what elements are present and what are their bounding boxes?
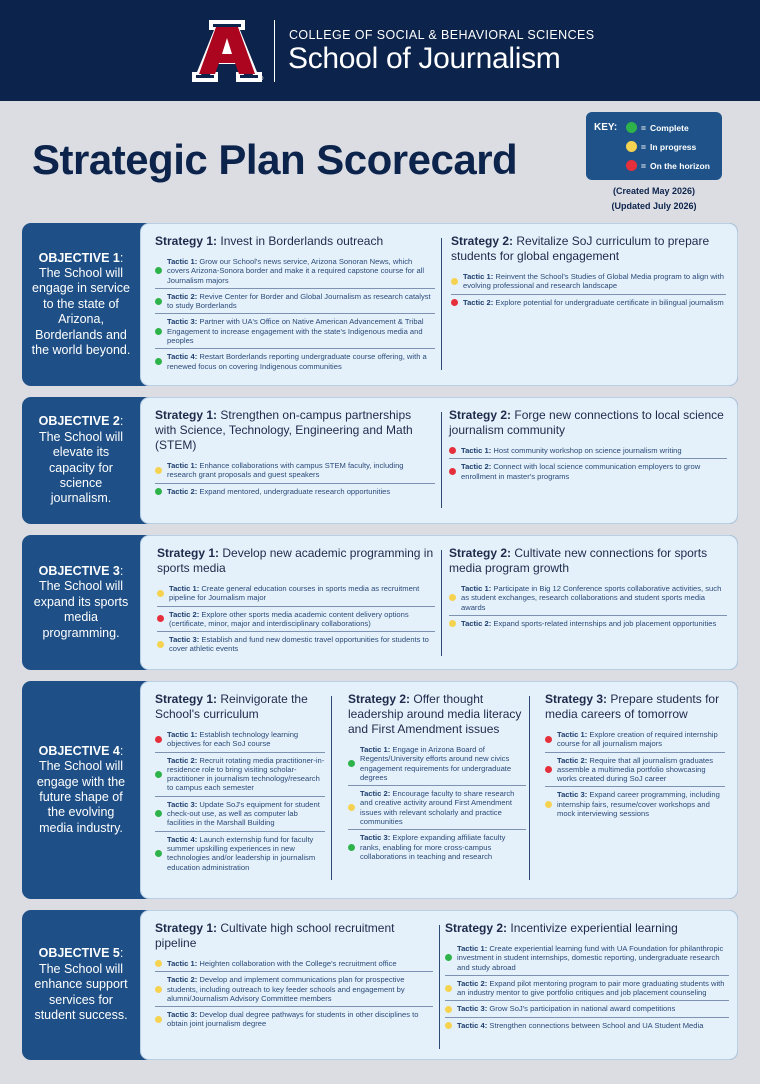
tactic-item: Tactic 1: Establish technology learning objectives for each SoJ course [155,727,325,753]
created-date: (Created May 2026) [612,186,696,196]
key-equals: = [641,122,646,133]
tactic-item: Tactic 1: Enhance collaborations with campus STEM faculty, including research grant proposals and guest speakers [155,458,435,484]
strategy-heading: Strategy 1: Cultivate high school recruitment pipeline [155,921,395,950]
tactic-item: Tactic 3: Expand career programming, including internship fairs, resume/cover workshops and mock interviewing sessions [545,787,725,821]
tactic-item: Tactic 2: Connect with local science communication employers to grow enrollment in master's programs [449,459,727,484]
status-dot-icon [155,1016,162,1023]
key-on-horizon-label: On the horizon [649,160,710,171]
strategy-column [545,692,725,821]
objective-label: OBJECTIVE 5: The School will enhance support services for student success. [34,946,128,1023]
objective-1-card [22,223,738,386]
objective-label: OBJECTIVE 1: The School will engage in service to the state of Arizona, Borderlands and the world beyond. [31,250,131,358]
status-dot-icon [449,468,456,475]
objective-3-card [22,535,738,670]
tactic-item: Tactic 3: Grow SoJ's participation in national award competitions [445,1001,729,1017]
status-dot-icon [155,771,162,778]
tactic-item: Tactic 2: Recruit rotating media practitioner-in-residence role to bring visiting scholar-practitioner in journalism technology/research to campus each semester [155,753,325,797]
strategy-column [449,546,727,631]
tactic-item: Tactic 3: Explore expanding affiliate faculty ranks, enabling for more cross-campus collaborations in teaching and research [348,830,526,864]
tactic-item: Tactic 3: Update SoJ's equipment for student check-out use, as well as computer lab facilities in the Marshall Building [155,797,325,832]
strategy-column [155,921,433,1032]
objective-text: The School will elevate its capacity for science journalism. [38,429,124,506]
page-title: Strategic Plan Scorecard [32,136,518,183]
column-divider [441,238,442,370]
tactic-item: Tactic 2: Encourage faculty to share research and creative activity around First Amendment issues with relevant scholarly and practice communities [348,786,526,830]
header-banner [0,0,760,101]
green-dot-icon [626,122,637,133]
strategy-column [155,234,435,374]
objective-panel [140,910,738,1060]
objective-text: The School will expand its sports media programming. [33,579,129,640]
status-dot-icon [155,736,162,743]
strategy-column [451,234,726,310]
status-dot-icon [445,1006,452,1013]
school-name: School of Journalism [288,42,561,75]
column-divider [439,925,440,1049]
tactic-item: Tactic 2: Explore potential for undergraduate certificate in bilingual journalism [451,295,726,310]
column-divider [331,696,332,880]
objective-text: The School will engage in service to the state of Arizona, Borderlands and the world beyond. [31,265,131,358]
date-info [584,184,724,214]
objective-panel [140,535,738,670]
tactic-item: Tactic 2: Expand mentored, undergraduate research opportunities [155,484,435,499]
key-equals: = [641,160,646,171]
strategy-heading: Strategy 3: Prepare students for media careers of tomorrow [545,692,720,721]
strategy-heading: Strategy 1: Invest in Borderlands outreach [155,234,384,248]
key-in-progress-label: In progress [649,141,697,152]
key-title: KEY: [594,122,618,133]
strategy-heading: Strategy 1: Develop new academic programming in sports media [157,546,434,575]
tactic-item: Tactic 1: Create general education courses in sports media as recruitment pipeline for Journalism major [157,581,435,607]
strategy-column [449,408,727,484]
objective-panel [140,223,738,386]
status-dot-icon [155,298,162,305]
objective-number: OBJECTIVE 5 [38,946,120,961]
block-a-logo-icon [189,18,265,84]
updated-date: (Updated July 2026) [611,201,697,211]
tactic-item: Tactic 1: Participate in Big 12 Conference sports collaborative activities, such as student exchanges, research collaborations and student sports media awards [449,581,727,616]
tactic-item: Tactic 2: Revive Center for Border and Global Journalism as research catalyst to study Borderlands [155,289,435,315]
status-dot-icon [155,986,162,993]
college-name: COLLEGE OF SOCIAL & BEHAVIORAL SCIENCES [289,28,595,42]
key-row-on-horizon [626,160,710,171]
objective-4-card [22,681,738,899]
status-dot-icon [155,328,162,335]
objective-label: OBJECTIVE 3: The School will expand its sports media programming. [33,563,129,640]
strategy-heading: Strategy 2: Incentivize experiential learning [445,921,678,935]
objective-panel [140,397,738,524]
tactic-item: Tactic 2: Expand sports-related internships and job placement opportunities [449,616,727,631]
status-dot-icon [445,954,452,961]
tactic-item: Tactic 2: Expand pilot mentoring program to pair more graduating students with an industry mentor to give portfolio critiques and job placement counseling [445,976,729,1002]
status-dot-icon [545,736,552,743]
tactic-item: Tactic 1: Explore creation of required internship course for all journalism majors [545,727,725,753]
strategy-column [348,692,526,864]
tactic-item: Tactic 2: Develop and implement communications plan for prospective students, including outreach to key feeder schools and engagement by alumni/Journalism Advisory Committee members [155,972,433,1007]
objective-5-card [22,910,738,1060]
objective-number: OBJECTIVE 3 [38,563,120,578]
objective-2-card [22,397,738,524]
strategy-column [155,408,435,499]
tactic-item: Tactic 3: Establish and fund new domestic travel opportunities for students to cover athletic events [157,632,435,657]
status-dot-icon [451,299,458,306]
key-row-complete [626,122,689,133]
status-dot-icon [155,467,162,474]
tactic-item: Tactic 1: Create experiential learning fund with UA Foundation for philanthropic investment in student internships, domestic reporting, undergraduate research and study abroad [445,941,729,976]
tactic-item: Tactic 2: Explore other sports media academic content delivery options (certificate, minor, major and interdisciplinary collaborations) [157,607,435,633]
strategy-column [157,546,435,657]
status-dot-icon [155,960,162,967]
status-dot-icon [449,447,456,454]
status-dot-icon [348,804,355,811]
tactic-item: Tactic 1: Reinvent the School's Studies of Global Media program to align with evolving professional and research landscape [451,269,726,295]
yellow-dot-icon [626,141,637,152]
tactic-item: Tactic 4: Restart Borderlands reporting undergraduate course offering, with a renewed focus on covering Indigenous communities [155,349,435,374]
status-dot-icon [157,615,164,622]
objective-number: OBJECTIVE 2 [38,414,120,429]
status-dot-icon [155,488,162,495]
status-dot-icon [155,267,162,274]
column-divider [441,550,442,656]
tactic-item: Tactic 3: Develop dual degree pathways for students in other disciplines to obtain joint journalism degree [155,1007,433,1032]
status-dot-icon [348,760,355,767]
tactic-item: Tactic 1: Heighten collaboration with the College's recruitment office [155,956,433,972]
strategy-heading: Strategy 1: Strengthen on-campus partnerships with Science, Technology, Engineering and Math (STEM) [155,408,413,452]
key-complete-label: Complete [649,122,689,133]
strategy-heading: Strategy 2: Cultivate new connections for sports media program growth [449,546,708,575]
status-dot-icon [545,766,552,773]
strategy-heading: Strategy 2: Forge new connections to local science journalism community [449,408,724,437]
objective-number: OBJECTIVE 1 [38,250,120,265]
status-dot-icon [157,641,164,648]
objective-label: OBJECTIVE 2: The School will elevate its capacity for science journalism. [38,414,124,506]
strategy-heading: Strategy 1: Reinvigorate the School's curriculum [155,692,308,721]
status-dot-icon [348,844,355,851]
objective-text: The School will enhance support services for student success. [34,961,128,1023]
status-dot-icon [449,594,456,601]
tactic-item: Tactic 3: Partner with UA's Office on Native American Advancement & Tribal Engagement to increase engagement with the state's Indigenous media and peoples [155,314,435,349]
status-dot-icon [155,850,162,857]
strategy-heading: Strategy 2: Offer thought leadership around media literacy and First Amendment issues [348,692,522,736]
tactic-item: Tactic 1: Grow our School's news service, Arizona Sonoran News, which covers Arizona-Sonora border and make it a required capstone course for all Journalism majors [155,254,435,289]
objective-number: OBJECTIVE 4 [38,743,120,758]
objective-panel [140,681,738,899]
key-equals: = [641,141,646,152]
status-dot-icon [445,985,452,992]
objective-label: OBJECTIVE 4: The School will engage with the future shape of the evolving media industry. [36,743,126,835]
status-dot-icon [449,620,456,627]
status-dot-icon [155,810,162,817]
status-dot-icon [451,278,458,285]
strategy-column [445,921,729,1033]
column-divider [441,412,442,508]
objective-text: The School will engage with the future shape of the evolving media industry. [36,759,126,835]
status-dot-icon [445,1022,452,1029]
strategy-column [155,692,325,875]
header-divider [274,20,275,82]
status-dot-icon [155,358,162,365]
strategy-heading: Strategy 2: Revitalize SoJ curriculum to prepare students for global engagement [451,234,710,263]
tactic-item: Tactic 4: Strengthen connections between School and UA Student Media [445,1018,729,1033]
key-row-in-progress [626,141,696,152]
column-divider [529,696,530,880]
status-dot-icon [157,590,164,597]
tactic-item: Tactic 2: Require that all journalism graduates assemble a multimedia portfolio showcasing works created during SoJ career [545,753,725,788]
red-dot-icon [626,160,637,171]
tactic-item: Tactic 4: Launch externship fund for faculty summer upskilling experiences in new technologies and/or leadership in journalism education administration [155,832,325,875]
status-dot-icon [545,801,552,808]
tactic-item: Tactic 1: Engage in Arizona Board of Regents/University efforts around new civics engagement requirements for undergraduate degrees [348,742,526,786]
status-key [586,112,722,180]
tactic-item: Tactic 1: Host community workshop on science journalism writing [449,443,727,459]
